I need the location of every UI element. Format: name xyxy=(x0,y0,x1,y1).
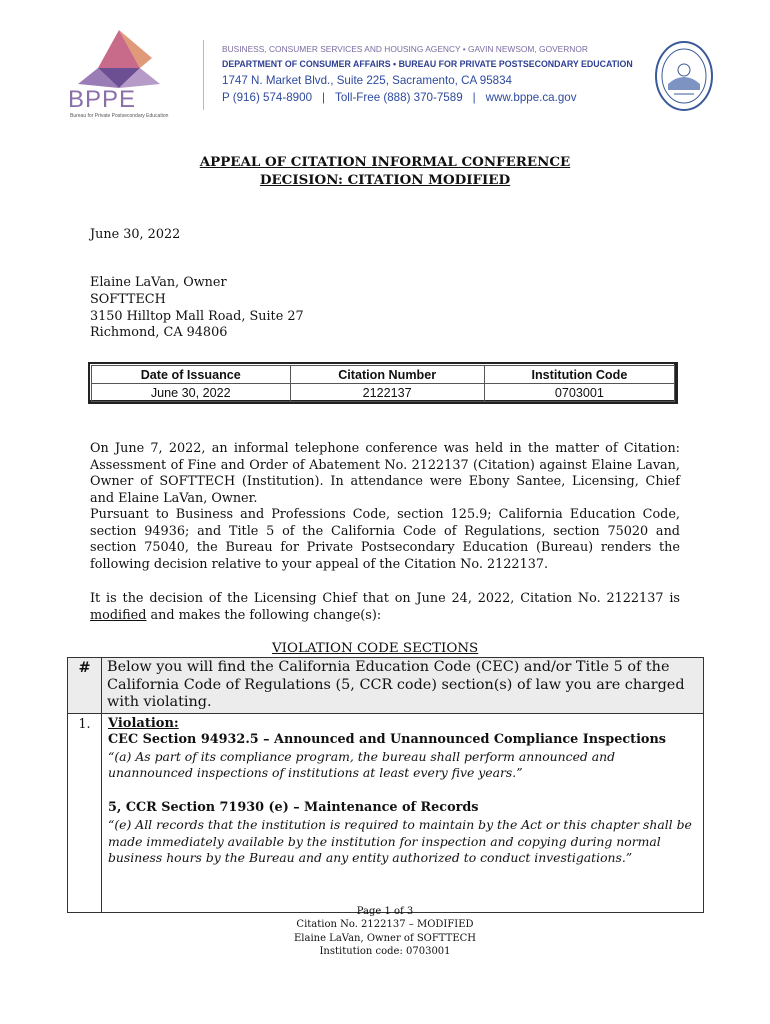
page-number: Page 1 of 3 xyxy=(356,906,414,917)
violation-number: 1. xyxy=(68,713,102,912)
addressee-name: Elaine LaVan, Owner xyxy=(90,275,227,290)
violation-section-2-title: 5, CCR Section 71930 (e) – Maintenance of Records xyxy=(108,799,479,815)
separator: | xyxy=(322,91,326,104)
citation-number: 2122137 xyxy=(290,384,484,402)
violation-section-1-title: CEC Section 94932.5 – Announced and Unannounced Compliance Inspections xyxy=(108,731,666,747)
department-line: DEPARTMENT OF CONSUMER AFFAIRS • BUREAU FOR PRIVATE POSTSECONDARY EDUCATION xyxy=(222,59,633,69)
document-title: APPEAL OF CITATION INFORMAL CONFERENCE xyxy=(199,154,571,170)
bureau-address: 1747 N. Market Blvd., Suite 225, Sacramento, CA 95834 xyxy=(222,74,513,87)
document-subtitle: DECISION: CITATION MODIFIED xyxy=(259,172,511,188)
logo-wordmark: BPPE xyxy=(68,86,137,113)
phone-number: P (916) 574-8900 xyxy=(222,91,313,104)
state-seal-icon xyxy=(654,40,714,112)
logo-subtext: Bureau for Private Postsecondary Education xyxy=(70,113,169,119)
decision-text-end: and makes the following change(s): xyxy=(146,607,382,623)
decision-keyword: modified xyxy=(90,607,147,623)
letterhead-divider xyxy=(203,40,204,110)
institution-code: 0703001 xyxy=(484,384,674,402)
header-citation-number: Citation Number xyxy=(290,366,484,384)
date-of-issuance: June 30, 2022 xyxy=(92,384,291,402)
violation-table xyxy=(67,657,704,913)
violation-heading: Violation: xyxy=(108,715,179,731)
violation-section-1-quote: “(a) As part of its compliance program, the bureau shall perform announced and unannounced inspections of institutions at least every five years.” xyxy=(108,748,616,781)
addressee-block xyxy=(90,275,304,342)
violation-section-title: VIOLATION CODE SECTIONS xyxy=(272,641,479,656)
violation-content xyxy=(102,713,704,912)
footer-institution-code: Institution code: 0703001 xyxy=(319,946,451,958)
tollfree-number: Toll-Free (888) 370-7589 xyxy=(335,91,463,104)
issuance-table xyxy=(91,365,675,402)
addressee-city: Richmond, CA 94806 xyxy=(90,325,228,341)
footer-owner: Elaine LaVan, Owner of SOFTTECH xyxy=(293,932,477,944)
violation-number-header: # xyxy=(68,658,102,714)
page-footer xyxy=(0,905,770,959)
violation-header-text: Below you will find the California Education Code (CEC) and/or Title 5 of the California Code of Regulations (5, CCR code) section(s) of law you are charged with violating. xyxy=(102,658,704,714)
authority-paragraph: Pursuant to Business and Professions Code, section 125.9; California Education Code, section 94936; and Title 5 of the California Code of Regulations, section 75020 and section 75040, the Bureau for Private Postsecondary Education (Bureau) renders the following decision relative to your appeal of the Citation No. 2122137. xyxy=(90,507,680,572)
violation-section-2-quote: “(e) All records that the institution is required to maintain by the Act or this chapter shall be made immediately available by the institution for inspection and copying during normal business hours by the Bureau and any entity authorized to conduct investigations.” xyxy=(108,816,692,866)
letter-date: June 30, 2022 xyxy=(90,227,181,242)
header-date-of-issuance: Date of Issuance xyxy=(92,366,291,384)
decision-paragraph xyxy=(90,591,680,624)
contact-line xyxy=(222,91,577,104)
table-row xyxy=(68,713,704,912)
agency-line: BUSINESS, CONSUMER SERVICES AND HOUSING AGENCY • GAVIN NEWSOM, GOVERNOR xyxy=(222,44,588,54)
conference-paragraph: On June 7, 2022, an informal telephone conference was held in the matter of Citation: Assessment of Fine and Order of Abatement No. 2122137 (Citation) against Elaine Lavan, Owner of SOFTTECH (Institution). In attendance were Ebony Santee, Licensing, Chief and Elaine LaVan, Owner. xyxy=(90,441,680,506)
addressee-company: SOFTTECH xyxy=(90,291,166,307)
addressee-street: 3150 Hilltop Mall Road, Suite 27 xyxy=(90,308,304,324)
footer-citation: Citation No. 2122137 – MODIFIED xyxy=(296,919,474,931)
issuance-table-frame xyxy=(88,362,678,404)
separator: | xyxy=(472,91,476,104)
header-institution-code: Institution Code xyxy=(484,366,674,384)
website-link[interactable]: www.bppe.ca.gov xyxy=(485,91,577,104)
decision-text-start: It is the decision of the Licensing Chief that on June 24, 2022, Citation No. 2122137 is xyxy=(90,591,680,606)
